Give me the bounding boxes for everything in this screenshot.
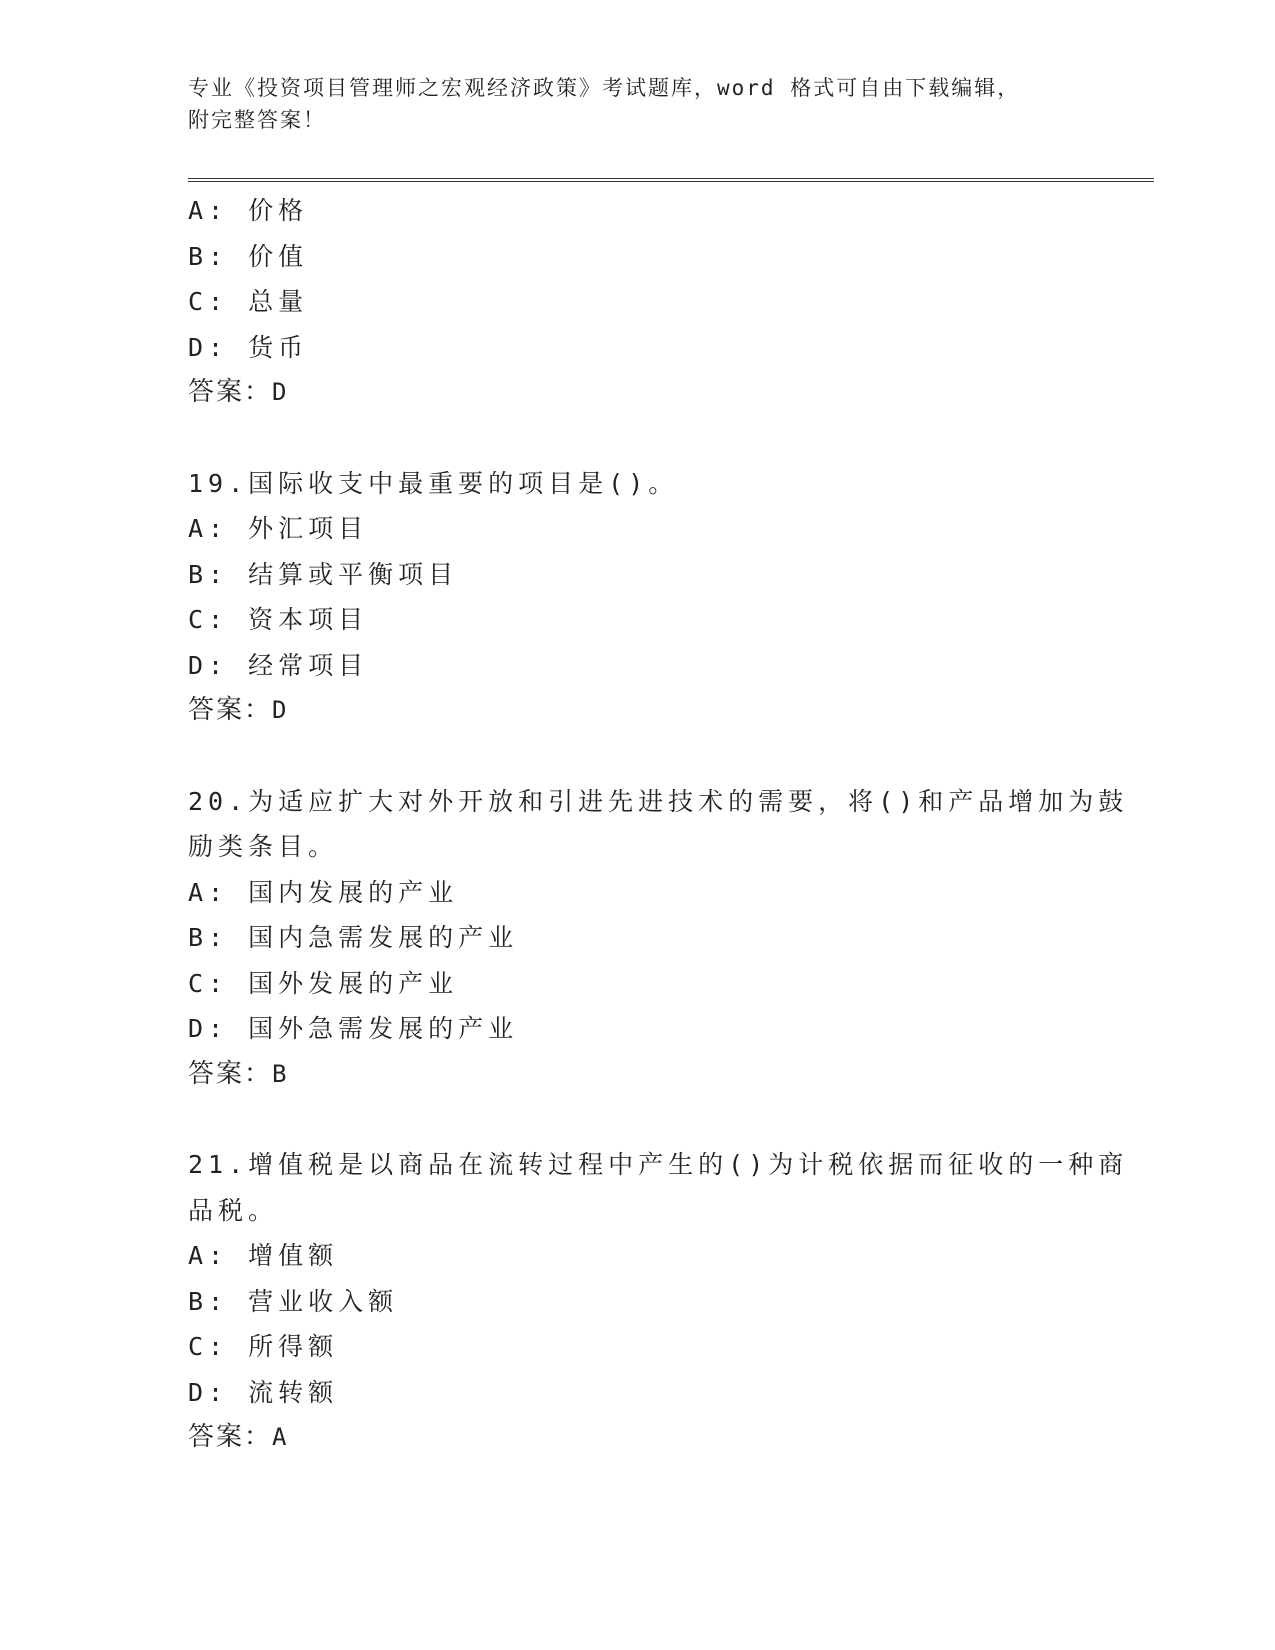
option-b: B: 结算或平衡项目 (188, 559, 459, 589)
question-stem: 20.为适应扩大对外开放和引进先进技术的需要，将()和产品增加为鼓 (188, 786, 1129, 816)
option-a: A: 外汇项目 (188, 514, 369, 543)
answer-value: B (272, 1059, 289, 1088)
question-20 (188, 779, 1129, 1098)
question-list (188, 188, 1129, 1461)
option-c: C: 国外发展的产业 (188, 968, 459, 998)
question-partial (188, 188, 1088, 416)
header-line-2: 附完整答案！ (188, 108, 326, 132)
answer-label: 答案： (188, 377, 273, 407)
header-divider (188, 178, 1154, 182)
option-b: B: 价值 (188, 241, 309, 271)
answer-line (188, 688, 1088, 734)
question-21 (188, 1142, 1129, 1461)
option-d: D: 国外急需发展的产业 (188, 1014, 519, 1043)
option-a: A: 价格 (188, 196, 309, 225)
question-stem: 21.增值税是以商品在流转过程中产生的()为计税依据而征收的一种商 (188, 1150, 1129, 1179)
answer-label: 答案： (188, 695, 273, 725)
answer-line (188, 370, 1088, 416)
question-stem-continued: 品税。 (188, 1195, 279, 1225)
answer-value: A (272, 1423, 289, 1451)
answer-label: 答案： (188, 1058, 273, 1089)
option-d: D: 经常项目 (188, 650, 369, 680)
question-19 (188, 461, 1088, 734)
option-c: C: 所得额 (188, 1332, 339, 1361)
question-spacer (188, 734, 1088, 779)
question-stem: 19.国际收支中最重要的项目是()。 (188, 468, 679, 498)
option-c: C: 资本项目 (188, 605, 369, 634)
option-c: C: 总量 (188, 287, 309, 316)
question-spacer (188, 416, 1088, 461)
option-b: B: 营业收入额 (188, 1286, 399, 1316)
answer-label: 答案： (188, 1422, 273, 1452)
answer-line (188, 1052, 1088, 1098)
question-stem-continued: 励类条目。 (188, 832, 339, 861)
option-a: A: 国内发展的产业 (188, 877, 459, 907)
option-d: D: 流转额 (188, 1377, 339, 1407)
question-spacer (188, 1097, 1088, 1142)
answer-value: D (272, 696, 289, 724)
header-line-1: 专业《投资项目管理师之宏观经济政策》考试题库，word 格式可自由下载编辑， (188, 76, 1021, 100)
answer-value: D (272, 378, 289, 406)
option-d: D: 货币 (188, 332, 309, 362)
answer-line (188, 1415, 1088, 1461)
option-a: A: 增值额 (188, 1241, 339, 1270)
option-b: B: 国内急需发展的产业 (188, 923, 519, 952)
document-header (188, 72, 1088, 136)
